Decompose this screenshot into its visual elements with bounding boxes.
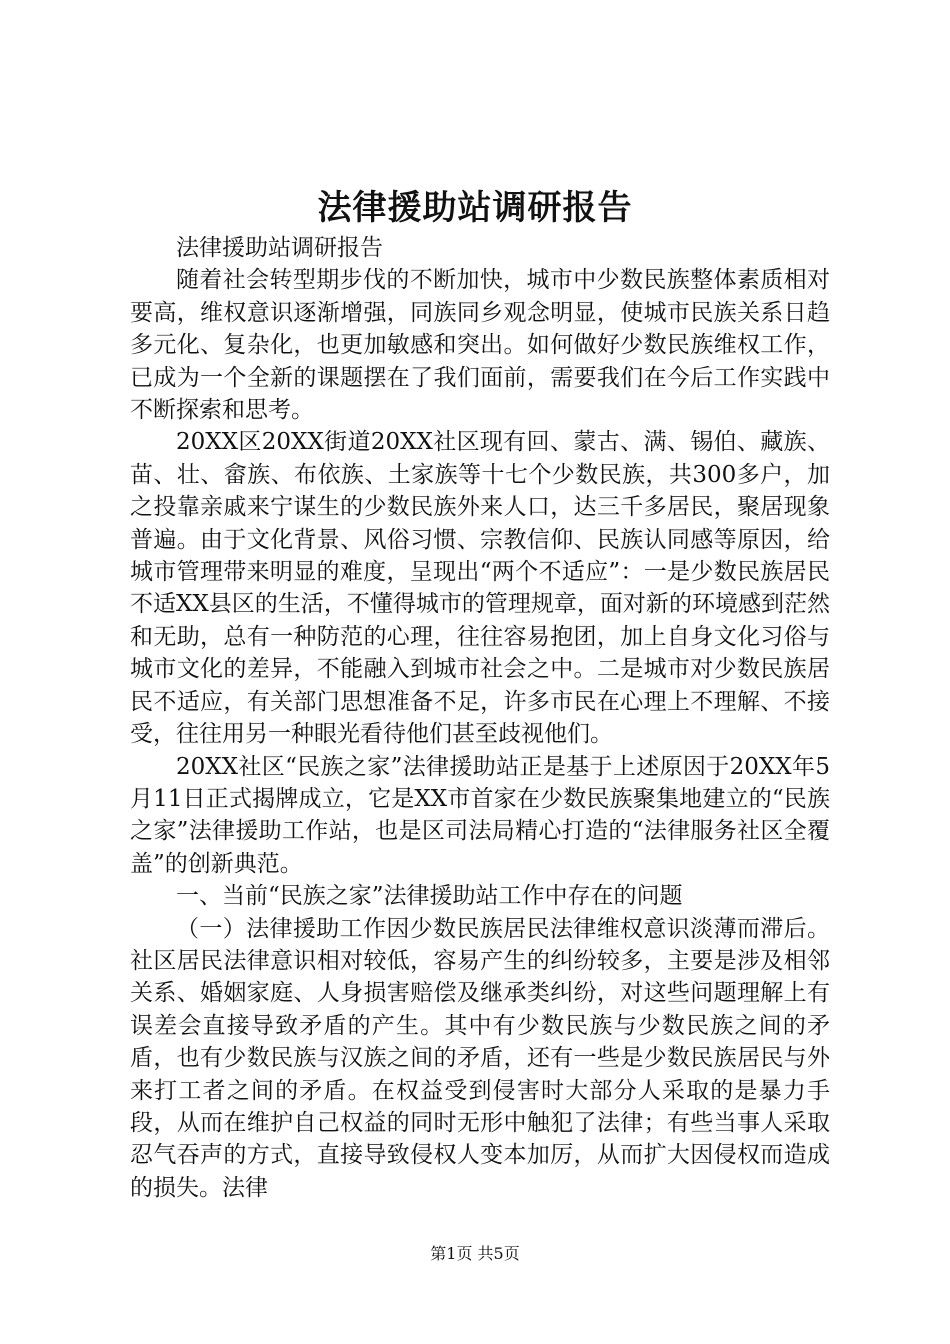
paragraph-community: 20XX区20XX街道20XX社区现有回、蒙古、满、锡伯、藏族、苗、壮、畲族、布依族、土家族等十七个少数民族，共300多户，加之投靠亲戚来宁谋生的少数民族外来人口，达三千多居民，聚居现象普遍。由于文化背景、风俗习惯、宗教信仰、民族认同感等原因，给城市管理带来明显的难度，呈现出“两个不适应”：一是少数民族居民不适XX县区的生活，不懂得城市的管理规章，面对新的环境感到茫然和无助，总有一种防范的心理，往往容易抱团，加上自身文化习俗与城市文化的差异，不能融入到城市社会之中。二是城市对少数民族居民不适应，有关部门思想准备不足，许多市民在心理上不理解、不接受，往往用另一种眼光看待他们甚至歧视他们。 (130, 429, 830, 748)
page-footer: 第1页 共5页 (430, 1244, 520, 1263)
document-title: 法律援助站调研报告 (317, 188, 633, 228)
paragraph-subtitle: 法律援助站调研报告 (176, 235, 383, 261)
paragraph-problem-one: （一）法律援助工作因少数民族居民法律维权意识淡薄而滞后。社区居民法律意识相对较低，容易产生的纠纷较多，主要是涉及相邻关系、婚姻家庭、人身损害赔偿及继承类纠纷，对这些问题理解上有误差会直接导致矛盾的产生。其中有少数民族与少数民族之间的矛盾，也有少数民族与汉族之间的矛盾，还有一些是少数民族居民与外来打工者之间的矛盾。在权益受到侵害时大部分人采取的是暴力手段，从而在维护自己权益的同时无形中触犯了法律；有些当事人采取忍气吞声的方式，直接导致侵权人变本加厉，从而扩大因侵权而造成的损失。法律 (130, 915, 830, 1201)
section-heading: 一、当前“民族之家”法律援助站工作中存在的问题 (176, 883, 683, 910)
paragraph-station: 20XX社区“民族之家”法律援助站正是基于上述原因于20XX年5月11日正式揭牌成立，它是XX市首家在少数民族聚集地建立的“民族之家”法律援助工作站，也是区司法局精心打造的“法律服务社区全覆盖”的创新典范。 (130, 753, 830, 877)
document-body (130, 232, 830, 1204)
paragraph-intro: 随着社会转型期步伐的不断加快，城市中少数民族整体素质相对要高，维权意识逐渐增强，同族同乡观念明显，使城市民族关系日趋多元化、复杂化，也更加敏感和突出。如何做好少数民族维权工作，已成为一个全新的课题摆在了我们面前，需要我们在今后工作实践中不断探索和思考。 (130, 267, 830, 424)
